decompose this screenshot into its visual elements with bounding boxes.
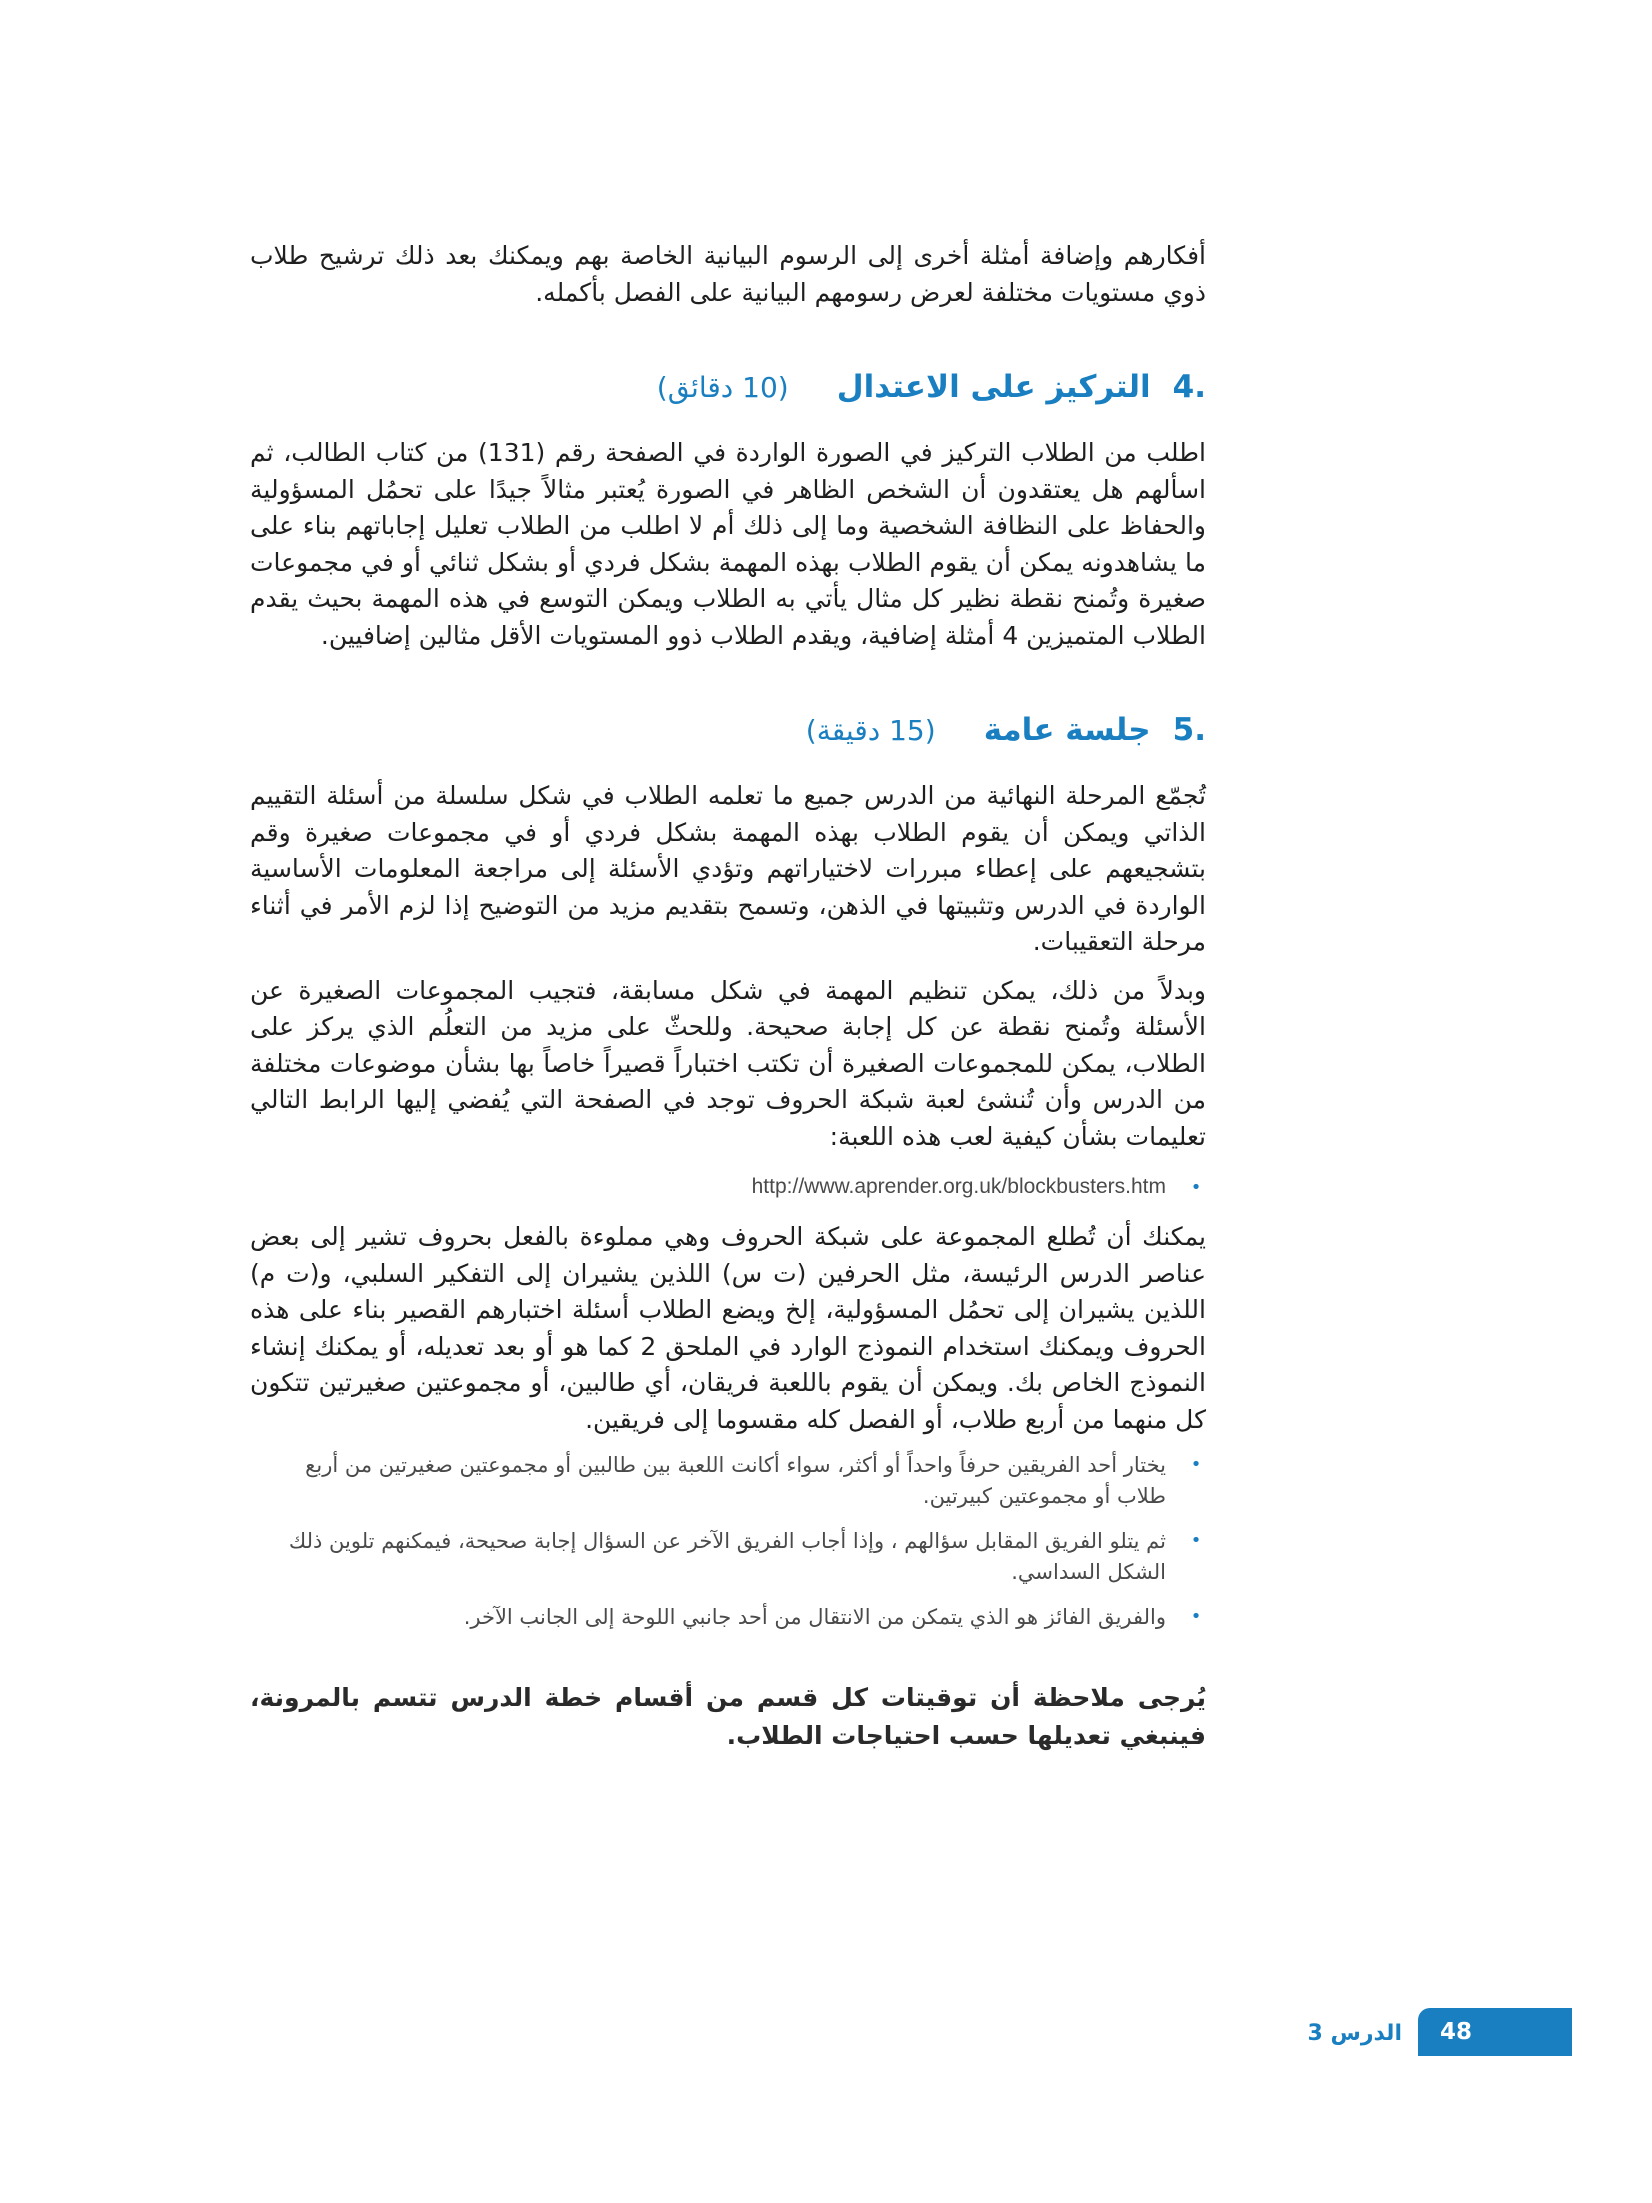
bullet-dot-icon: • xyxy=(1190,1454,1202,1475)
page-number: 48 xyxy=(1418,2008,1572,2056)
intro-paragraph: أفكارهم وإضافة أمثلة أخرى إلى الرسوم البيانية الخاصة بهم ويمكنك بعد ذلك ترشيح طلاب ذوي مستويات مختلفة لعرض رسومهم البيانية على الفصل بأكمله. xyxy=(250,241,1206,307)
list-item xyxy=(250,1526,1206,1588)
section-5-paragraph-2: وبدلاً من ذلك، يمكن تنظيم المهمة في شكل مسابقة، فتجيب المجموعات الصغيرة عن الأسئلة وتُمنح نقطة عن كل إجابة صحيحة. وللحثّ على مزيد من التعلُم الذي يركز على الطلاب، يمكن للمجموعات الصغيرة أن تكتب اختباراً قصيراً خاصاً بها بشأن موضوعات مختلفة من الدرس وأن تُنشئ لعبة شبكة الحروف توجد في الصفحة التي يُفضي إليها الرابط التالي تعليمات بشأن كيفية لعب هذه اللعبة: xyxy=(250,975,1206,1151)
link-list-item xyxy=(250,1175,1206,1199)
section-5-heading xyxy=(250,712,1206,748)
bullet-dot-icon: • xyxy=(1190,1606,1202,1627)
section-4-paragraph: اطلب من الطلاب التركيز في الصورة الواردة في الصفحة رقم (131) من كتاب الطالب، ثم اسألهم هل يعتقدون أن الشخص الظاهر في الصورة يُعتبر مثالاً جيدًا على تحمُل المسؤولية والحفاظ على النظافة الشخصية وما إلى ذلك أم لا اطلب من الطلاب تعليل إجاباتهم بناء على ما يشاهدونه يمكن أن يقوم الطلاب بهذه المهمة بشكل فردي أو بشكل ثنائي أو في مجموعات صغيرة وتُمنح نقطة نظير كل مثال يأتي به الطلاب ويمكن التوسع في هذه المهمة بحيث يقدم الطلاب المتميزين 4 أمثلة إضافية، ويقدم الطلاب ذوو المستويات الأقل مثالين إضافيين. xyxy=(250,438,1206,650)
section-5-number: 5. xyxy=(1172,712,1206,748)
bullet-text: يختار أحد الفريقين حرفاً واحداً أو أكثر، سواء أكانت اللعبة بين طالبين أو مجموعتين صغيرتين من أربع طلاب أو مجموعتين كبيرتين. xyxy=(305,1453,1166,1508)
page-footer xyxy=(0,2008,1652,2056)
section-4-number: 4. xyxy=(1172,369,1206,405)
bullet-text: ثم يتلو الفريق المقابل سؤالهم ، وإذا أجاب الفريق الآخر عن السؤال إجابة صحيحة، فيمكنهم تلوين ذلك الشكل السداسي. xyxy=(288,1529,1166,1584)
bullet-text: والفريق الفائز هو الذي يتمكن من الانتقال من أحد جانبي اللوحة إلى الجانب الآخر. xyxy=(463,1605,1166,1629)
page-content xyxy=(250,238,1206,1767)
section-4-title: التركيز على الاعتدال xyxy=(836,369,1151,405)
timing-note: يُرجى ملاحظة أن توقيتات كل قسم من أقسام خطة الدرس تتسم بالمرونة، فينبغي تعديلها حسب احتياجات الطلاب. xyxy=(250,1683,1206,1750)
rules-bullet-list xyxy=(250,1450,1206,1633)
section-5-paragraph-1: تُجمّع المرحلة النهائية من الدرس جميع ما تعلمه الطلاب في شكل سلسلة من أسئلة التقييم الذاتي ويمكن أن يقوم الطلاب بهذه المهمة بشكل فردي أو في مجموعات صغيرة وقم بتشجيعهم على إعطاء مبررات لاختياراتهم وتؤدي الأسئلة إلى مراجعة المعلومات الأساسية الواردة في الدرس وتثبيتها في الذهن، وتسمح بتقديم مزيد من التوضيح إذا لزم الأمر في أثناء مرحلة التعقيبات. xyxy=(250,781,1206,956)
lesson-label: الدرس 3 xyxy=(1307,2021,1402,2046)
section-5-duration: (15 دقيقة) xyxy=(805,714,936,747)
section-5-title: جلسة عامة xyxy=(983,712,1151,748)
bullet-dot-icon: • xyxy=(1190,1530,1202,1551)
list-item xyxy=(250,1602,1206,1633)
section-4-duration: (10 دقائق) xyxy=(656,371,789,404)
section-5-paragraph-3: يمكنك أن تُطلع المجموعة على شبكة الحروف وهي مملوءة بالفعل بحروف تشير إلى بعض عناصر الدرس الرئيسة، مثل الحرفين (ت س) اللذين يشيران إلى التفكير السلبي، و(ت م) اللذين يشيران إلى تحمُل المسؤولية، إلخ ويضع الطلاب أسئلة اختبارهم القصير بناء على هذه الحروف ويمكنك استخدام النموذج الوارد في الملحق 2 كما هو أو بعد تعديله، أو يمكنك إنشاء النموذج الخاص بك. ويمكن أن يقوم باللعبة فريقان، أي طالبين، أو مجموعتين صغيرتين تتكون كل منهما من أربع طلاب، أو الفصل كله مقسوما إلى فريقين. xyxy=(250,1222,1206,1434)
section-4-heading xyxy=(250,369,1206,405)
blockbusters-link[interactable]: http://www.aprender.org.uk/blockbusters.htm xyxy=(751,1175,1166,1198)
bullet-dot-icon: • xyxy=(1190,1176,1202,1198)
list-item xyxy=(250,1450,1206,1512)
